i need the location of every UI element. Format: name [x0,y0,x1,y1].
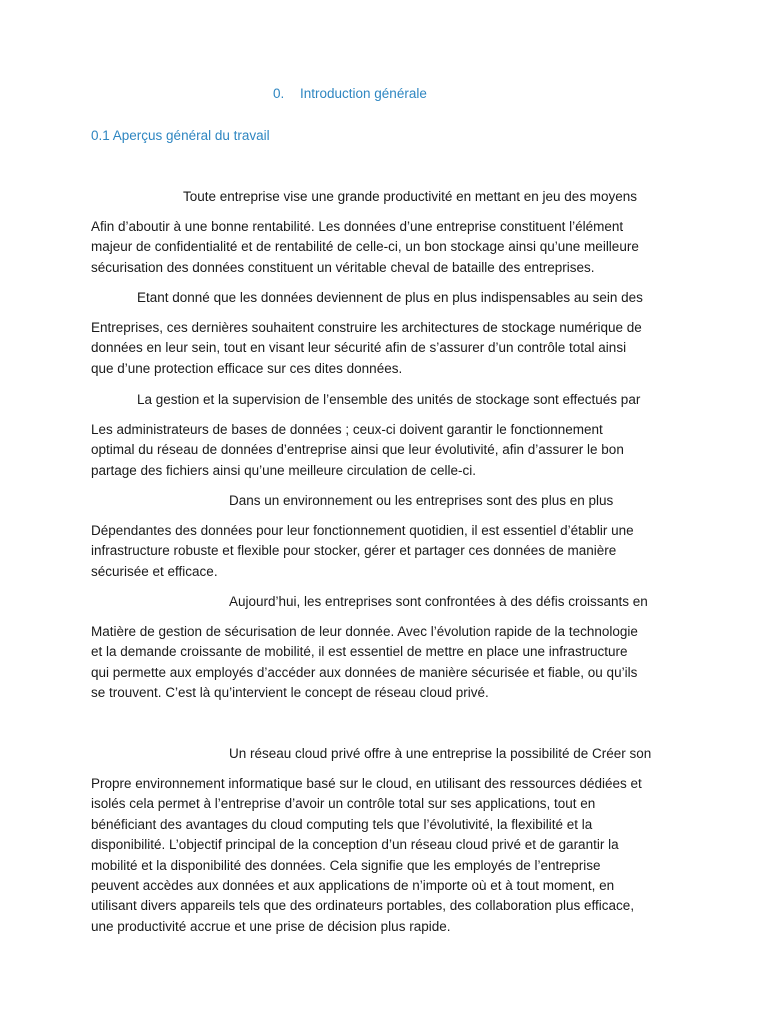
paragraph-body [91,420,683,481]
paragraph-line: sécurisée et efficace. [91,563,218,579]
paragraph-lead-line: Toute entreprise vise une grande productivité en mettant en jeu des moyens [183,189,638,204]
paragraph-line: Matière de gestion de sécurisation de leur donnée. Avec l’évolution rapide de la technologie [91,624,638,639]
paragraph-line: partage des fichiers ainsi qu’une meilleure circulation de celle-ci. [91,462,476,478]
paragraph-line: Dépendantes des données pour leur fonctionnement quotidien, il est essentiel d’établir une [91,523,634,538]
paragraph-line: peuvent accèdes aux données et aux applications de n’importe où et à tout moment, en [91,878,615,894]
paragraph-line: Entreprises, ces dernières souhaitent construire les architectures de stockage numérique de [91,320,642,335]
paragraph-body [91,622,683,704]
paragraph-line: Les administrateurs de bases de données ; ceux-ci doivent garantir le fonctionnement [91,422,603,437]
paragraph-lead-line: La gestion et la supervision de l’ensemble des unités de stockage sont effectués par [137,392,641,407]
paragraph-line: isolés cela permet à l’entreprise d’avoir un contrôle total sur ses applications, tout en [91,796,596,812]
paragraph-line: majeur de confidentialité et de rentabilité de celle-ci, un bon stockage ainsi qu’une meilleure [91,239,639,255]
paragraph-line: données en leur sein, tout en visant leur sécurité afin de s’assurer d’un contrôle total ainsi [91,340,627,356]
paragraph-line: bénéficiant des avantages du cloud computing tels que l’évolutivité, la flexibilité et la [91,816,593,832]
paragraph-line: Propre environnement informatique basé sur le cloud, en utilisant des ressources dédiées et [91,776,642,791]
paragraph-line: disponibilité. L’objectif principal de la conception d’un réseau cloud privé et de garantir la [91,837,619,853]
paragraph-lead-line: Dans un environnement ou les entreprises sont des plus en plus [229,493,614,508]
paragraph-body [91,521,683,582]
paragraph-body [91,217,683,278]
section-title: Introduction générale [300,86,427,101]
paragraph-body [91,318,683,379]
paragraph-body [91,774,683,937]
subsection-heading: 0.1 Aperçus général du travail [91,128,270,143]
paragraph-line: sécurisation des données constituent un véritable cheval de bataille des entreprises. [91,259,595,275]
paragraph-line: que d’une protection efficace sur ces dites données. [91,360,403,376]
paragraph-line: qui permette aux employés d’accéder aux données de manière sécurisée et fiable, ou qu’ils [91,664,638,680]
paragraph-line: et la demande croissante de mobilité, il est essentiel de mettre en place une infrastructure [91,644,628,660]
paragraph-line: utilisant divers appareils tels que des ordinateurs portables, des collaboration plus efficace, [91,898,635,914]
paragraph-line: une productivité accrue et une prise de décision plus rapide. [91,918,451,934]
section-heading [273,86,427,101]
paragraph-line: optimal du réseau de données d’entreprise ainsi que leur évolutivité, afin d’assurer le bon [91,442,624,458]
paragraph-line: infrastructure robuste et flexible pour stocker, gérer et partager ces données de manière [91,543,617,559]
paragraph-lead-line: Un réseau cloud privé offre à une entreprise la possibilité de Créer son [229,746,652,761]
paragraph-line: se trouvent. C’est là qu’intervient le concept de réseau cloud privé. [91,685,489,701]
paragraph-line: Afin d’aboutir à une bonne rentabilité. Les données d’une entreprise constituent l’élément [91,219,624,234]
paragraph-lead-line: Etant donné que les données deviennent de plus en plus indispensables au sein des [137,290,643,305]
paragraph-lead-line: Aujourd’hui, les entreprises sont confrontées à des défis croissants en [229,594,648,609]
section-number: 0. [273,86,285,101]
paragraph-line: mobilité et la disponibilité des données. Cela signifie que les employés de l’entreprise [91,857,601,873]
